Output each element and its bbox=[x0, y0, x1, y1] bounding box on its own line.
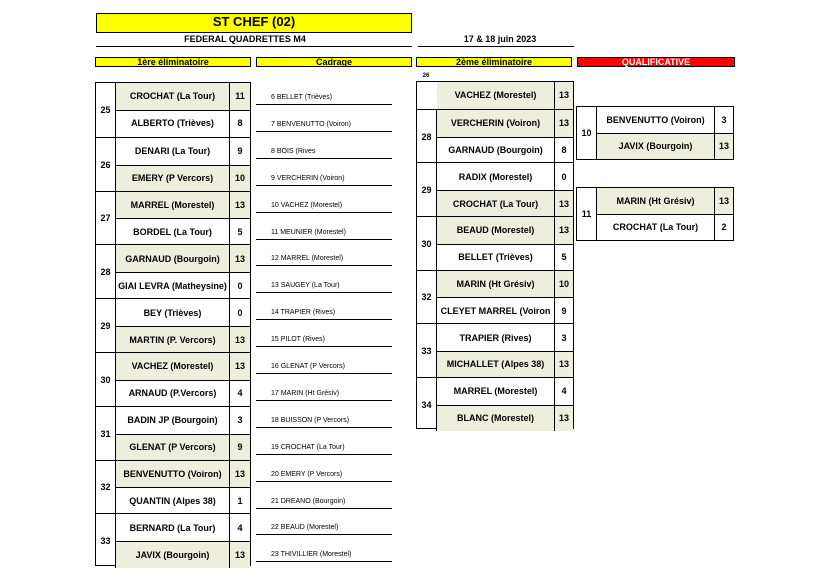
team-name: CROCHAT (La Tour) bbox=[597, 214, 715, 240]
second-eliminatory-bracket bbox=[416, 73, 574, 428]
match-number: 10 bbox=[577, 107, 597, 159]
row-divider bbox=[437, 137, 573, 138]
cadrage-line bbox=[256, 185, 392, 186]
team-score: 0 bbox=[237, 280, 243, 291]
team-score: 0 bbox=[237, 307, 243, 318]
match-group bbox=[96, 244, 250, 299]
team-name: JAVIX (Bourgoin) bbox=[116, 541, 230, 568]
header-divider-right bbox=[418, 46, 574, 47]
cadrage-entry: 13 SAUGEY (La Tour) bbox=[271, 282, 340, 290]
team-name: MARREL (Morestel) bbox=[116, 192, 230, 219]
match-group bbox=[96, 352, 250, 407]
team-name: CROCHAT (La Tour) bbox=[116, 83, 230, 110]
cadrage-entry: 12 MARREL (Morestel) bbox=[271, 255, 344, 263]
match-number: 27 bbox=[96, 192, 116, 246]
row-divider bbox=[597, 214, 733, 215]
team-name: BORDEL (La Tour) bbox=[116, 218, 230, 245]
cadrage-line bbox=[256, 292, 392, 293]
match-number: 28 bbox=[96, 245, 116, 299]
match-group bbox=[96, 406, 250, 461]
team-score: 13 bbox=[555, 190, 573, 217]
team-score: 3 bbox=[237, 415, 243, 426]
cadrage-entry: 17 MARIN (Ht Grésiv) bbox=[271, 389, 340, 397]
team-name: DENARI (La Tour) bbox=[116, 138, 230, 165]
cadrage-line bbox=[256, 239, 392, 240]
cadrage-line bbox=[256, 481, 392, 482]
team-score: 13 bbox=[555, 82, 573, 109]
row-divider bbox=[116, 218, 250, 219]
match-group bbox=[417, 377, 573, 432]
team-name: VACHEZ (Morestel) bbox=[116, 353, 230, 380]
team-score: 13 bbox=[555, 405, 573, 432]
team-name: GIAI LEVRA (Matheysine) bbox=[116, 272, 230, 299]
cadrage-line bbox=[256, 131, 392, 132]
team-score: 3 bbox=[721, 115, 727, 125]
match-number: 33 bbox=[96, 514, 116, 568]
team-score: 2 bbox=[721, 222, 727, 232]
page-title: ST CHEF (02) bbox=[96, 13, 412, 33]
cadrage-entry: 21 DREANO (Bourgoin) bbox=[271, 497, 346, 505]
team-name: VERCHERIN (Voiron) bbox=[437, 110, 555, 137]
team-score: 5 bbox=[561, 252, 567, 263]
match-group bbox=[96, 298, 250, 353]
match-number: 11 bbox=[577, 188, 597, 240]
row-divider bbox=[116, 380, 250, 381]
team-score: 3 bbox=[561, 332, 567, 343]
team-name: BEAUD (Morestel) bbox=[437, 217, 555, 244]
match-number: 32 bbox=[417, 271, 437, 325]
match-number: 32 bbox=[96, 461, 116, 515]
team-name: TRAPIER (Rives) bbox=[437, 324, 555, 351]
team-score: 4 bbox=[237, 522, 243, 533]
row-divider bbox=[116, 434, 250, 435]
cadrage-entry: 6 BELLET (Trièves) bbox=[271, 94, 333, 101]
team-score: 13 bbox=[230, 541, 250, 568]
row-divider bbox=[116, 272, 250, 273]
team-name: BELLET (Trièves) bbox=[437, 244, 555, 271]
team-score: 13 bbox=[555, 217, 573, 244]
match-number: 30 bbox=[96, 353, 116, 407]
cadrage-list bbox=[256, 82, 412, 562]
match-number: 28 bbox=[417, 110, 437, 164]
team-name: ARNAUD (P.Vercors) bbox=[116, 380, 230, 407]
bracket-frame bbox=[416, 81, 574, 429]
header-divider bbox=[96, 46, 412, 47]
cadrage-line bbox=[256, 508, 392, 509]
team-name: GLENAT (P Vercors) bbox=[116, 434, 230, 461]
team-score: 13 bbox=[230, 353, 250, 380]
cadrage-line bbox=[256, 561, 392, 562]
team-score: 0 bbox=[561, 171, 567, 182]
cadrage-entry: 20 EMERY (P Vercors) bbox=[271, 470, 343, 478]
row-divider bbox=[116, 541, 250, 542]
competition-date: 17 & 18 juin 2023 bbox=[463, 34, 537, 44]
row-divider bbox=[116, 165, 250, 166]
cadrage-entry: 16 GLENAT (P Vercors) bbox=[271, 363, 345, 370]
match-group bbox=[417, 216, 573, 271]
match-group bbox=[96, 83, 250, 137]
cadrage-line bbox=[256, 400, 392, 401]
row-divider bbox=[116, 110, 250, 111]
cadrage-entry: 14 TRAPIER (Rives) bbox=[271, 309, 336, 317]
cadrage-line bbox=[256, 454, 392, 455]
team-name: EMERY (P Vercors) bbox=[116, 165, 230, 192]
row-divider bbox=[437, 190, 573, 191]
cadrage-line bbox=[256, 373, 392, 374]
cadrage-line bbox=[256, 534, 392, 535]
team-name: CROCHAT (La Tour) bbox=[437, 190, 555, 217]
team-score: 1 bbox=[237, 495, 243, 506]
team-name: MARTIN (P. Vercors) bbox=[116, 326, 230, 353]
team-name: GARNAUD (Bourgoin) bbox=[437, 137, 555, 164]
team-score: 13 bbox=[230, 245, 250, 272]
team-name: CLEYET MARREL (Voiron bbox=[437, 297, 555, 324]
cadrage-line bbox=[256, 346, 392, 347]
qualificative-bracket bbox=[576, 106, 736, 241]
team-name: ALBERTO (Trièves) bbox=[116, 110, 230, 137]
cadrage-line bbox=[256, 212, 392, 213]
team-score: 10 bbox=[230, 165, 250, 192]
team-score: 13 bbox=[230, 192, 250, 219]
row-divider bbox=[437, 244, 573, 245]
match-group bbox=[96, 460, 250, 515]
match-number: 33 bbox=[417, 324, 437, 378]
cadrage-entry: 19 CROCHAT (La Tour) bbox=[271, 443, 345, 451]
team-name: BENVENUTTO (Voiron) bbox=[597, 107, 715, 133]
row-divider bbox=[116, 326, 250, 327]
match-group bbox=[417, 270, 573, 325]
team-name: GARNAUD (Bourgoin) bbox=[116, 245, 230, 272]
team-score: 4 bbox=[561, 386, 567, 397]
team-name: BERNARD (La Tour) bbox=[116, 514, 230, 541]
team-name: BENVENUTTO (Voiron) bbox=[116, 461, 230, 488]
match-group bbox=[417, 162, 573, 217]
cadrage-line bbox=[256, 265, 392, 266]
team-name: VACHEZ (Morestel) bbox=[437, 82, 555, 109]
cadrage-entry: 11 MEUNIER (Morestel) bbox=[271, 228, 346, 236]
team-name: MARIN (Ht Grésiv) bbox=[597, 188, 715, 214]
match-number: 25 bbox=[96, 83, 116, 137]
match-group bbox=[417, 323, 573, 378]
cadrage-entry: 10 VACHEZ (Morestel) bbox=[271, 201, 343, 209]
row-divider bbox=[437, 351, 573, 352]
first-eliminatory-bracket bbox=[95, 82, 251, 566]
team-score: 10 bbox=[555, 271, 573, 298]
team-name: JAVIX (Bourgoin) bbox=[597, 133, 715, 159]
row-divider bbox=[597, 133, 733, 134]
match-number: 29 bbox=[96, 299, 116, 353]
team-name: BEY (Trièves) bbox=[116, 299, 230, 326]
team-score: 13 bbox=[715, 188, 733, 214]
column-header-2eme-eliminatoire: 2ème éliminatoire bbox=[416, 57, 572, 67]
cadrage-entry: 22 BEAUD (Morestel) bbox=[271, 524, 339, 532]
team-score: 13 bbox=[555, 110, 573, 137]
team-name: BADIN JP (Bourgoin) bbox=[116, 407, 230, 434]
team-score: 8 bbox=[561, 144, 567, 155]
cadrage-line bbox=[256, 319, 392, 320]
team-score: 9 bbox=[561, 305, 567, 316]
team-name: MICHALLET (Alpes 38) bbox=[437, 351, 555, 378]
match-group bbox=[576, 187, 734, 241]
team-score: 11 bbox=[230, 83, 250, 110]
top-stub-number: 26 bbox=[422, 73, 430, 79]
match-group bbox=[96, 191, 250, 246]
team-name: RADIX (Morestel) bbox=[437, 163, 555, 190]
team-name: BLANC (Morestel) bbox=[437, 405, 555, 432]
match-group bbox=[96, 137, 250, 192]
match-group bbox=[96, 513, 250, 568]
team-score: 13 bbox=[230, 461, 250, 488]
column-header-1ere-eliminatoire: 1ère éliminatoire bbox=[95, 57, 251, 67]
cadrage-line bbox=[256, 427, 392, 428]
cadrage-entry: 8 BOIS (Rives bbox=[271, 147, 316, 155]
cadrage-entry: 9 VERCHERIN (Voiron) bbox=[271, 174, 345, 182]
match-number: 31 bbox=[96, 407, 116, 461]
cadrage-entry: 7 BENVENUTTO (Voiron) bbox=[271, 120, 352, 128]
competition-subtitle: FEDERAL QUADRETTES M4 bbox=[184, 34, 306, 44]
match-number: 26 bbox=[96, 138, 116, 192]
cadrage-entry: 15 PILOT (Rives) bbox=[271, 336, 325, 344]
match-group bbox=[417, 109, 573, 164]
cadrage-line bbox=[256, 158, 392, 159]
row-divider bbox=[116, 487, 250, 488]
match-number: 30 bbox=[417, 217, 437, 271]
team-score: 8 bbox=[237, 118, 243, 129]
team-score: 13 bbox=[555, 351, 573, 378]
match-number: 34 bbox=[417, 378, 437, 432]
column-header-cadrage: Cadrage bbox=[256, 57, 412, 67]
team-name: MARIN (Ht Grésiv) bbox=[437, 271, 555, 298]
row-divider bbox=[437, 405, 573, 406]
team-score: 9 bbox=[237, 146, 243, 157]
team-score: 13 bbox=[230, 326, 250, 353]
cadrage-line bbox=[256, 104, 392, 105]
cadrage-entry: 23 THIVILLIER (Morestel) bbox=[271, 551, 352, 559]
team-name: MARREL (Morestel) bbox=[437, 378, 555, 405]
team-name: QUANTIN (Alpes 38) bbox=[116, 487, 230, 514]
match-group bbox=[576, 106, 734, 160]
team-score: 4 bbox=[237, 388, 243, 399]
match-number: 29 bbox=[417, 163, 437, 217]
team-score: 13 bbox=[715, 133, 733, 159]
column-header-qualificative: QUALIFICATIVE bbox=[577, 57, 735, 67]
cadrage-entry: 18 BUISSON (P Vercors) bbox=[271, 416, 350, 424]
team-score: 5 bbox=[237, 226, 243, 237]
row-divider bbox=[437, 297, 573, 298]
team-score: 9 bbox=[230, 434, 250, 461]
